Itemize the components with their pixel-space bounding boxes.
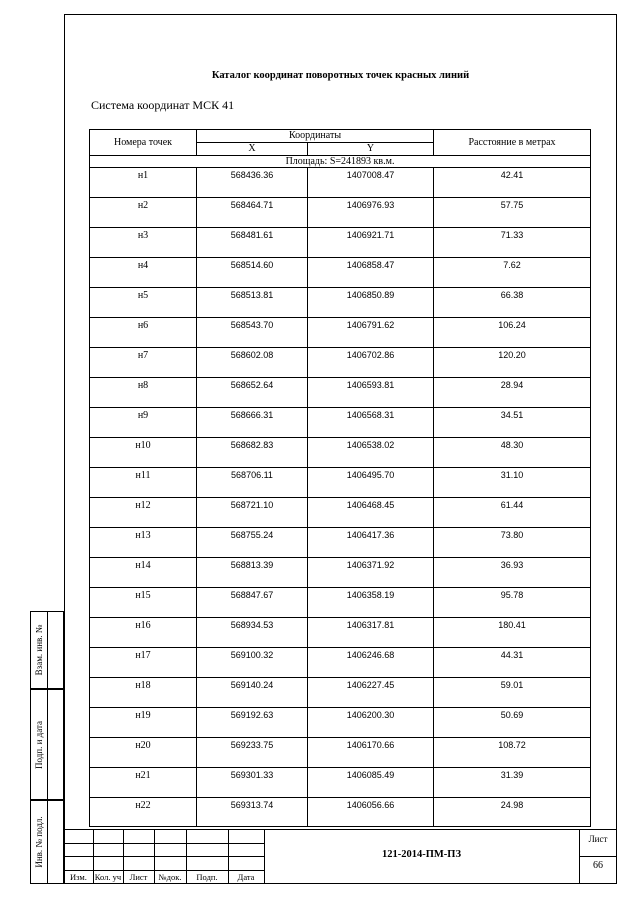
x-coordinate-cell: 568847.67 [197, 588, 308, 618]
x-coordinate-cell: 568652.64 [197, 378, 308, 408]
table-row [90, 678, 591, 708]
table-row [90, 258, 591, 288]
y-coordinate-cell: 1406056.66 [308, 798, 434, 827]
point-number-cell: н9 [90, 408, 197, 438]
table-row [90, 798, 591, 827]
y-coordinate-cell: 1406495.70 [308, 468, 434, 498]
distance-cell: 7.62 [434, 258, 591, 288]
x-coordinate-cell: 568436.36 [197, 168, 308, 198]
y-coordinate-cell: 1406317.81 [308, 618, 434, 648]
point-number-cell: н5 [90, 288, 197, 318]
header-coordinates: Координаты [197, 130, 434, 143]
point-number-cell: н17 [90, 648, 197, 678]
point-number-cell: н18 [90, 678, 197, 708]
distance-cell: 28.94 [434, 378, 591, 408]
x-coordinate-cell: 568602.08 [197, 348, 308, 378]
point-number-cell: н20 [90, 738, 197, 768]
distance-cell: 120.20 [434, 348, 591, 378]
title-block-header-list: Лист [129, 872, 148, 882]
point-number-cell: н15 [90, 588, 197, 618]
x-coordinate-cell: 568934.53 [197, 618, 308, 648]
table-row [90, 378, 591, 408]
document-title: Каталог координат поворотных точек красных линий [211, 70, 470, 81]
distance-cell: 59.01 [434, 678, 591, 708]
table-row [90, 708, 591, 738]
table-row [90, 648, 591, 678]
table-row [90, 528, 591, 558]
x-coordinate-cell: 568813.39 [197, 558, 308, 588]
y-coordinate-cell: 1406850.89 [308, 288, 434, 318]
point-number-cell: н11 [90, 468, 197, 498]
point-number-cell: н12 [90, 498, 197, 528]
point-number-cell: н10 [90, 438, 197, 468]
y-coordinate-cell: 1406538.02 [308, 438, 434, 468]
table-row [90, 618, 591, 648]
distance-cell: 95.78 [434, 588, 591, 618]
y-coordinate-cell: 1406976.93 [308, 198, 434, 228]
point-number-cell: н4 [90, 258, 197, 288]
table-row [90, 738, 591, 768]
area-row: Площадь: S=241893 кв.м. [90, 156, 591, 168]
point-number-cell: н8 [90, 378, 197, 408]
x-coordinate-cell: 568682.83 [197, 438, 308, 468]
header-x: X [197, 143, 308, 156]
side-label-vzam-inv: Взам. инв. № [34, 624, 44, 676]
distance-cell: 106.24 [434, 318, 591, 348]
y-coordinate-cell: 1406371.92 [308, 558, 434, 588]
x-coordinate-cell: 569233.75 [197, 738, 308, 768]
distance-cell: 48.30 [434, 438, 591, 468]
x-coordinate-cell: 568514.60 [197, 258, 308, 288]
distance-cell: 34.51 [434, 408, 591, 438]
distance-cell: 50.69 [434, 708, 591, 738]
table-row [90, 768, 591, 798]
title-block-header-izm: Изм. [70, 872, 87, 882]
point-number-cell: н19 [90, 708, 197, 738]
side-stamp-podp-data [30, 689, 64, 800]
distance-cell: 31.39 [434, 768, 591, 798]
y-coordinate-cell: 1406593.81 [308, 378, 434, 408]
x-coordinate-cell: 569140.24 [197, 678, 308, 708]
distance-cell: 73.80 [434, 528, 591, 558]
table-row [90, 228, 591, 258]
table-row [90, 318, 591, 348]
y-coordinate-cell: 1406227.45 [308, 678, 434, 708]
distance-cell: 24.98 [434, 798, 591, 827]
point-number-cell: н3 [90, 228, 197, 258]
y-coordinate-cell: 1407008.47 [308, 168, 434, 198]
point-number-cell: н6 [90, 318, 197, 348]
table-row [90, 498, 591, 528]
header-point-numbers: Номера точек [90, 130, 197, 156]
point-number-cell: н22 [90, 798, 197, 827]
x-coordinate-cell: 568706.11 [197, 468, 308, 498]
point-number-cell: н14 [90, 558, 197, 588]
x-coordinate-cell: 568513.81 [197, 288, 308, 318]
table-row [90, 198, 591, 228]
y-coordinate-cell: 1406791.62 [308, 318, 434, 348]
point-number-cell: н21 [90, 768, 197, 798]
distance-cell: 36.93 [434, 558, 591, 588]
x-coordinate-cell: 569192.63 [197, 708, 308, 738]
title-block [64, 829, 617, 884]
x-coordinate-cell: 568666.31 [197, 408, 308, 438]
point-number-cell: н1 [90, 168, 197, 198]
x-coordinate-cell: 569100.32 [197, 648, 308, 678]
distance-cell: 57.75 [434, 198, 591, 228]
point-number-cell: н16 [90, 618, 197, 648]
x-coordinate-cell: 569313.74 [197, 798, 308, 827]
point-number-cell: н7 [90, 348, 197, 378]
y-coordinate-cell: 1406568.31 [308, 408, 434, 438]
title-block-header-ndok: №док. [158, 872, 182, 882]
distance-cell: 61.44 [434, 498, 591, 528]
point-number-cell: н2 [90, 198, 197, 228]
y-coordinate-cell: 1406246.68 [308, 648, 434, 678]
x-coordinate-cell: 569301.33 [197, 768, 308, 798]
sheet-number: 66 [593, 860, 603, 871]
y-coordinate-cell: 1406921.71 [308, 228, 434, 258]
y-coordinate-cell: 1406085.49 [308, 768, 434, 798]
side-label-podp-data: Подп. и дата [34, 720, 44, 769]
table-row [90, 438, 591, 468]
y-coordinate-cell: 1406417.36 [308, 528, 434, 558]
table-row [90, 588, 591, 618]
title-block-header-data: Дата [237, 872, 255, 882]
side-label-inv-podl: Инв. № подл. [34, 816, 44, 868]
y-coordinate-cell: 1406170.66 [308, 738, 434, 768]
x-coordinate-cell: 568481.61 [197, 228, 308, 258]
distance-cell: 71.33 [434, 228, 591, 258]
y-coordinate-cell: 1406858.47 [308, 258, 434, 288]
y-coordinate-cell: 1406702.86 [308, 348, 434, 378]
title-block-header-podp: Подп. [196, 872, 218, 882]
distance-cell: 31.10 [434, 468, 591, 498]
distance-cell: 108.72 [434, 738, 591, 768]
header-y: Y [308, 143, 434, 156]
side-stamp-inv-podl [30, 800, 64, 884]
point-number-cell: н13 [90, 528, 197, 558]
y-coordinate-cell: 1406468.45 [308, 498, 434, 528]
table-row [90, 558, 591, 588]
distance-cell: 44.31 [434, 648, 591, 678]
x-coordinate-cell: 568464.71 [197, 198, 308, 228]
distance-cell: 42.41 [434, 168, 591, 198]
y-coordinate-cell: 1406200.30 [308, 708, 434, 738]
table-row [90, 168, 591, 198]
distance-cell: 180.41 [434, 618, 591, 648]
document-code: 121-2014-ПМ-ПЗ [381, 849, 462, 860]
x-coordinate-cell: 568721.10 [197, 498, 308, 528]
side-stamp-vzam-inv [30, 611, 64, 689]
sheet-label: Лист [588, 834, 608, 844]
table-row [90, 408, 591, 438]
x-coordinate-cell: 568755.24 [197, 528, 308, 558]
coordinates-table [89, 129, 591, 827]
table-row [90, 468, 591, 498]
coordinate-system: Система координат МСК 41 [91, 98, 235, 112]
title-block-header-kol-uch: Кол. уч [94, 872, 122, 882]
distance-cell: 66.38 [434, 288, 591, 318]
table-row [90, 288, 591, 318]
x-coordinate-cell: 568543.70 [197, 318, 308, 348]
header-distance: Расстояние в метрах [434, 130, 591, 156]
y-coordinate-cell: 1406358.19 [308, 588, 434, 618]
table-row [90, 348, 591, 378]
